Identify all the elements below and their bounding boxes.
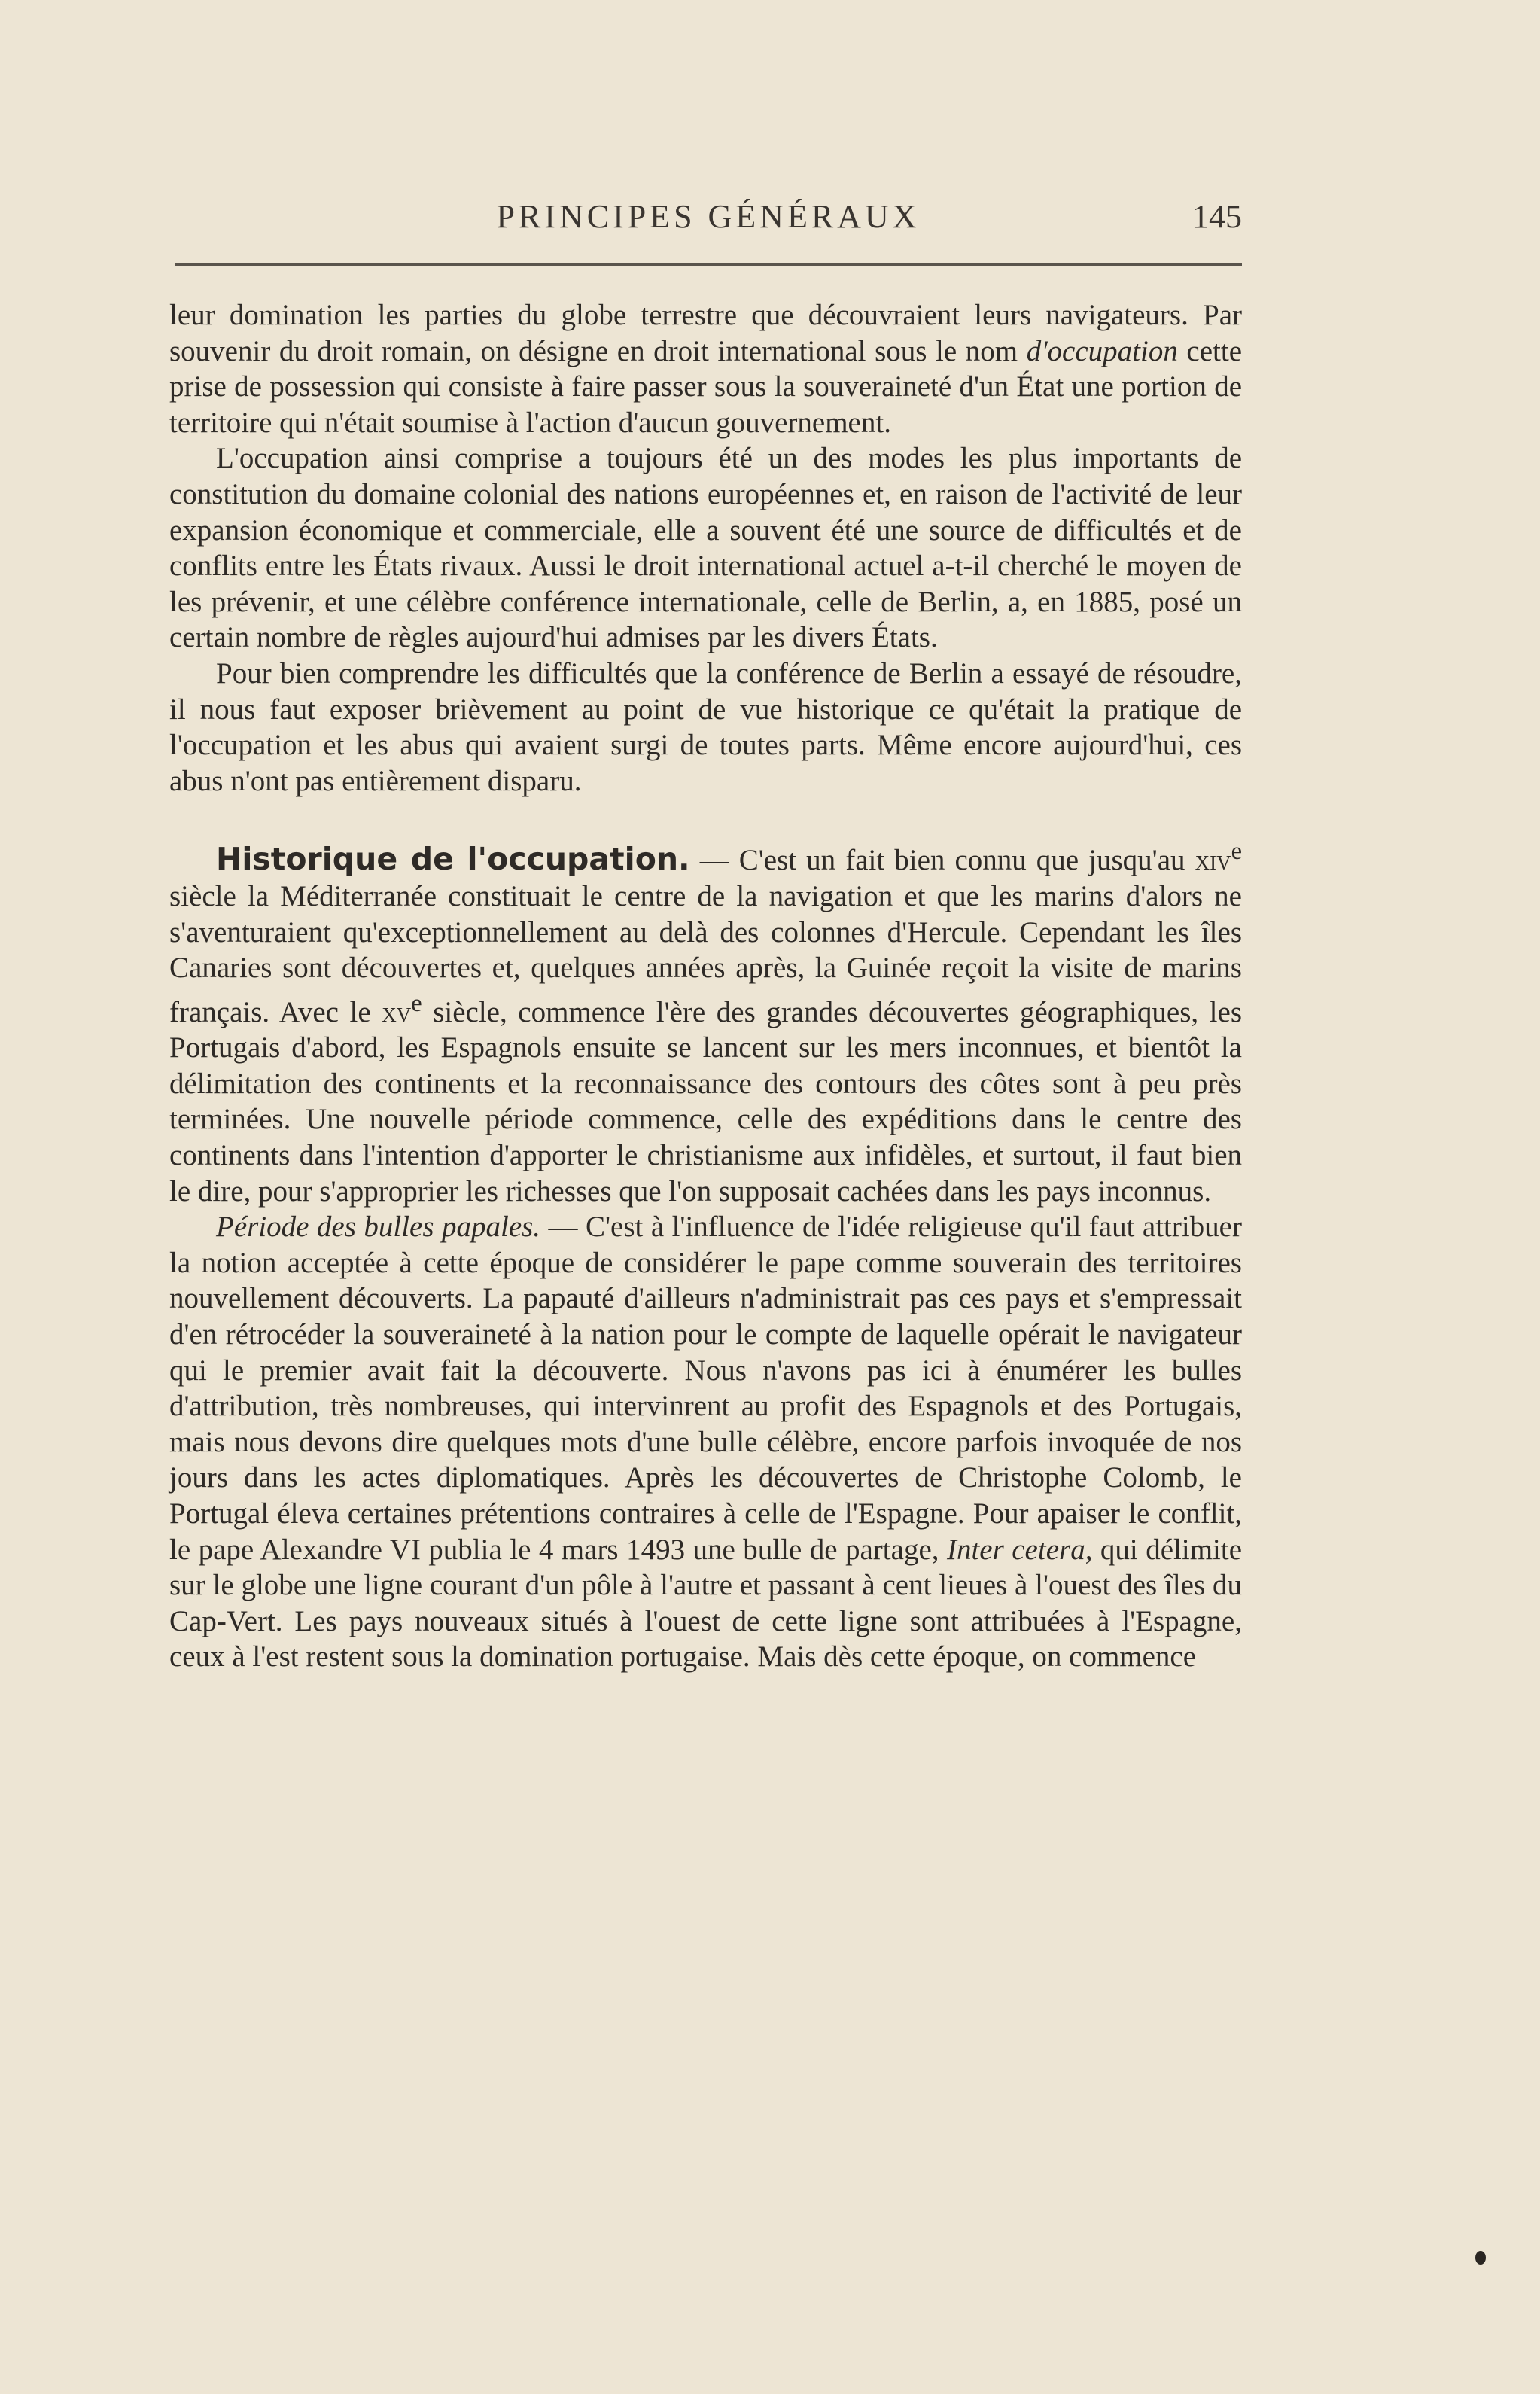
paragraph-2: L'occupation ainsi comprise a toujours été un des modes les plus importants de constitution du domaine colonial des nations européennes et, en raison de l'activité de leur expansion économique et commerciale, elle a souvent été une source de difficultés et de conflits entre les États rivaux. Aussi le droit international actuel a-t-il cherché le moyen de les prévenir, et une célèbre conférence internationale, celle de Berlin, a, en 1885, posé un certain nombre de règles aujourd'hui admises par les divers États.: [169, 442, 1242, 654]
bull-title-inter-cetera: Inter cetera,: [946, 1533, 1093, 1566]
paragraph-1-end: cette prise de possession qui consiste à faire passer sous la souveraineté d'un État une portion de territoire qui n'était soumise à l'action d'aucun gouvernement.: [169, 334, 1243, 439]
ink-speck: [1475, 2251, 1486, 2265]
paragraph-1-text: leur domination les parties du globe terrestre que découvraient leurs navigateurs. Par souvenir du droit romain, on désigne en droit international sous le nom: [169, 299, 1242, 367]
paragraph-5-text-b: qui délimite sur le globe une ligne courant d'un pôle à l'autre et passant à cent lieues à l'ouest des îles du Cap-Vert. Les pays nouveaux situés à l'ouest de cette ligne sont attribuées à l'Espagne, ceux à l'est restent sous la domination portugaise. Mais dès cette époque, on commence: [169, 1533, 1243, 1674]
century-xv: xv: [382, 995, 412, 1028]
running-title: PRINCIPES GÉNÉRAUX: [496, 198, 921, 235]
subsection-title-bulles: Période des bulles papales.: [216, 1211, 541, 1244]
paragraph-1: [169, 297, 1242, 440]
paragraph-3: Pour bien comprendre les difficultés que la conférence de Berlin a essayé de résoudre, il nous faut exposer brièvement au point de vue historique ce qu'était la pratique de l'occupation et les abus qui avaient surgi de toutes parts. Même encore aujourd'hui, ces abus n'ont pas entièrement disparu.: [169, 656, 1242, 797]
century-suffix-2: e: [411, 989, 422, 1017]
page-number: 145: [1192, 198, 1242, 235]
page-header: [175, 197, 1242, 242]
paragraph-4-text-a: — C'est un fait bien connu que jusqu'au: [699, 844, 1185, 877]
paragraph-5-text-a: — C'est à l'influence de l'idée religieuse qu'il faut attribuer la notion acceptée à cette époque de considérer le pape comme souverain des territoires nouvellement découverts. La papauté d'ailleurs n'administrait pas ces pays et s'empressait d'en rétrocéder la souveraineté à la nation pour le compte de laquelle opérait le navigateur qui le premier avait fait la découverte. Nous n'avons pas ici à énumérer les bulles d'attribution, très nombreuses, qui intervinrent au profit des Espagnols et des Portugais, mais nous devons dire quelques mots d'une bulle célèbre, encore parfois invoquée de nos jours dans les actes diplomatiques. Après les découvertes de Christophe Colomb, le Portugal éleva certaines prétentions contraires à celle de l'Espagne. Pour apaiser le conflit, le pape Alexandre VI publia le 4 mars 1493 une bulle de partage,: [169, 1211, 1242, 1566]
header-rule: [175, 263, 1242, 266]
section-heading-historique: Historique de l'occupation.: [216, 841, 690, 878]
body-text: [169, 297, 1242, 1675]
paragraph-4: [169, 834, 1242, 1209]
paragraph-4-text-c: siècle, commence l'ère des grandes découvertes géographiques, les Portugais d'abord, les Espagnols ensuite se lancent sur les mers inconnues, et bientôt la délimitation des continents et la reconnaissance des contours des côtes sont à peu près terminées. Une nouvelle période commence, celle des expéditions dans le centre des continents dans l'intention d'apporter le christianisme aux infidèles, et surtout, il faut bien le dire, pour s'approprier les richesses que l'on supposait cachées dans les pays inconnus.: [169, 995, 1243, 1208]
section-gap: [169, 799, 1242, 834]
term-occupation: d'occupation: [1026, 334, 1178, 367]
paragraph-5: [169, 1209, 1242, 1675]
paragraph-4-text-b: siècle la Méditerranée constituait le centre de la navigation et que les marins d'alors ne s'aventuraient qu'exceptionnellement au delà des colonnes d'Hercule. Cependant les îles Canaries sont découvertes et, quelques années après, la Guinée reçoit la visite de marins français. Avec le: [169, 879, 1242, 1028]
century-suffix: e: [1231, 838, 1243, 866]
century-xiv: xiv: [1195, 844, 1231, 877]
